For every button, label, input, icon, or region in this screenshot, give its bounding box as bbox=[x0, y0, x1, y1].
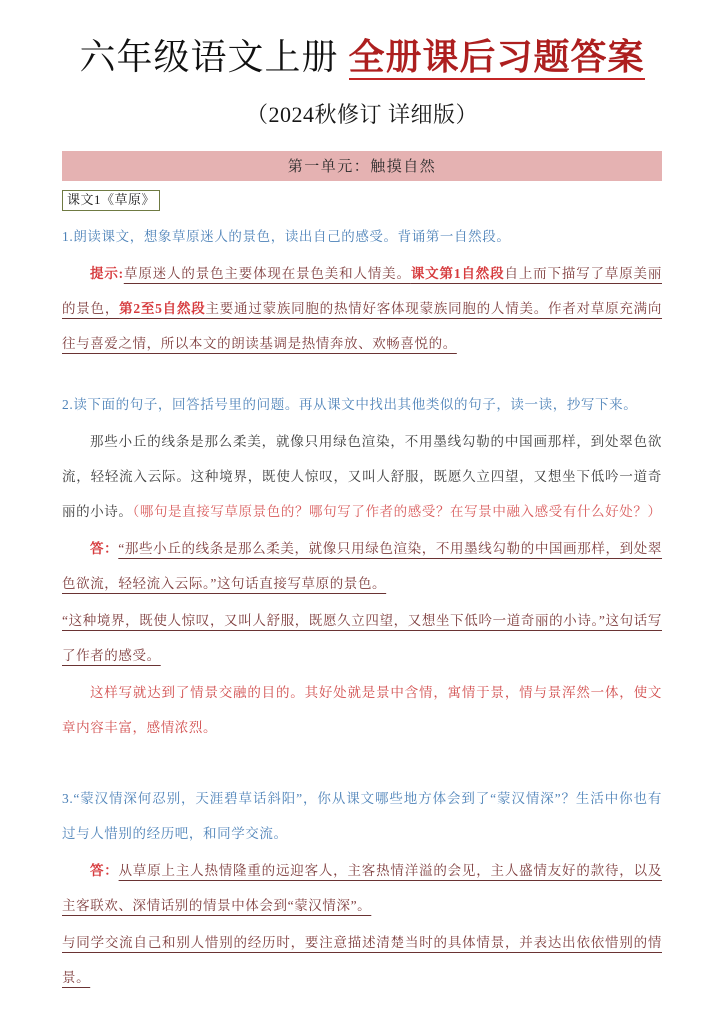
question-2: 2.读下面的句子，回答括号里的问题。再从课文中找出其他类似的句子，读一读，抄写下来。 bbox=[62, 396, 638, 412]
answer-1-part2: 自上而下描写了草原美丽的景色， bbox=[62, 265, 662, 316]
question-3: 3.“蒙汉情深何忍别，天涯碧草话斜阳”，你从课文哪些地方体会到了“蒙汉情深”？生活中你也有过与人惜别的经历吧，和同学交流。 bbox=[62, 790, 662, 841]
qa-content bbox=[62, 219, 662, 995]
answer-1-label: 提示: bbox=[90, 265, 124, 281]
spacer bbox=[62, 361, 662, 375]
lesson-tag-row bbox=[62, 190, 662, 211]
passage-inline-question: （哪句是直接写草原景色的？哪句写了作者的感受？在写景中融入感受有什么好处？） bbox=[132, 503, 662, 519]
answer-2-text-1: “那些小丘的线条是那么柔美，就像只用绿色渲染，不用墨线勾勒的中国画那样，到处翠色欲流，轻轻流入云际。”这句话直接写草原的景色。 bbox=[62, 540, 663, 591]
answer-2-text-2: “这种境界，既使人惊叹，又叫人舒服，既愿久立四望，又想坐下低吟一道奇丽的小诗。”这句话写了作者的感受。 bbox=[62, 612, 662, 663]
answer-3-line-1 bbox=[62, 853, 662, 923]
question-1: 1.朗读课文，想象草原迷人的景色，读出自己的感受。背诵第一自然段。 bbox=[62, 228, 511, 244]
question-2-passage bbox=[62, 424, 662, 529]
unit-banner bbox=[62, 151, 662, 181]
answer-3-text-1: 从草原上主人热情隆重的远迎客人，主客热情洋溢的会见，主人盛情友好的款待，以及主客联欢、深情话别的情景中体会到“蒙汉情深”。 bbox=[62, 862, 662, 913]
lesson-tag: 课文1《草原》 bbox=[62, 190, 160, 211]
answer-1-part1: 草原迷人的景色主要体现在景色美和人情美。 bbox=[123, 265, 411, 281]
title-emphasis: 全册课后习题答案 bbox=[349, 37, 645, 80]
page-title bbox=[62, 34, 662, 82]
title-subject: 六年级语文上册 bbox=[79, 37, 339, 77]
answer-3-label: 答： bbox=[90, 862, 119, 878]
spacer bbox=[62, 745, 662, 769]
passage-text: 那些小丘的线条是那么柔美，就像只用绿色渲染，不用墨线勾勒的中国画那样，到处翠色欲流，轻轻流入云际。这种境界，既使人惊叹，又叫人舒服，既愿久立四望，又想坐下低吟一道奇丽的小诗。 bbox=[62, 433, 662, 519]
answer-3-text-2: 与同学交流自己和别人惜别的经历时，要注意描述清楚当时的具体情景，并表达出依依惜别的情景。 bbox=[62, 934, 662, 985]
answer-2-line-3 bbox=[62, 675, 662, 745]
answer-1-highlight-2: 第2至5自然段 bbox=[119, 300, 206, 316]
answer-2-label: 答： bbox=[90, 540, 119, 556]
answer-2-line-1 bbox=[62, 531, 662, 601]
page-subtitle: （2024秋修订 详细版） bbox=[245, 101, 478, 127]
answer-1-part3: 主要通过蒙族同胞的热情好客体现蒙族同胞的人情美。作者对草原充满向往与喜爱之情，所以本文的朗读基调是热情奔放、欢畅喜悦的。 bbox=[62, 300, 663, 351]
answer-2-text-3: 这样写就达到了情景交融的目的。其好处就是景中含情，寓情于景，情与景浑然一体，使文章内容丰富，感情浓烈。 bbox=[62, 684, 662, 735]
title-block bbox=[62, 0, 662, 129]
unit-banner-label: 第一单元：触摸自然 bbox=[287, 159, 437, 176]
answer-1 bbox=[62, 256, 662, 361]
answer-1-highlight-1: 课文第1自然段 bbox=[410, 265, 505, 281]
answer-3-line-2 bbox=[62, 925, 662, 995]
answer-2-line-2 bbox=[62, 603, 662, 673]
